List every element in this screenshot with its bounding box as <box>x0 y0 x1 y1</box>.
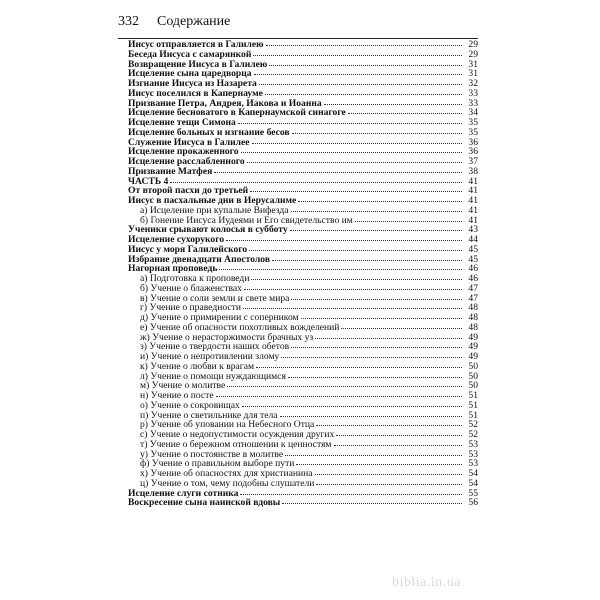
dot-leader <box>292 133 462 134</box>
toc-entry-page: 29 <box>468 48 478 60</box>
dot-leader <box>296 464 462 465</box>
toc-entry <box>128 167 478 177</box>
dot-leader <box>240 494 462 495</box>
dot-leader <box>250 191 462 192</box>
toc-entry-page: 36 <box>468 146 478 158</box>
toc-entry-title: б) Учение о блаженствах <box>140 282 242 294</box>
toc-entry-title: Воскресение сына наинской вдовы <box>128 497 281 509</box>
dot-leader <box>256 367 462 368</box>
toc-entry-page: 56 <box>468 497 478 509</box>
toc-entry-title: Изгнание Иисуса из Назарета <box>128 78 257 89</box>
toc-entry-title: б) Гонение Иисуса Иудеями и Его свидетельство им <box>140 214 353 226</box>
toc-entry-title: ф) Учение о правильном выборе пути <box>140 458 295 470</box>
toc-entry-title: Исцеление тещи Симона <box>128 117 236 128</box>
page-number: 332 <box>118 14 139 29</box>
dot-leader <box>334 445 462 446</box>
toc-entry-title: Нагорная проповедь <box>128 263 218 275</box>
toc-entry-title: ж) Учение о нерасторжимости брачных уз <box>140 331 314 343</box>
toc-entry-page: 48 <box>468 312 478 323</box>
toc-entry-title: м) Учение о молитве <box>140 380 226 392</box>
toc-entry-title: Исцеление сухорукого <box>128 234 225 245</box>
toc-entry-title: Иисус поселился в Капернауме <box>128 87 263 99</box>
dot-leader <box>214 172 462 173</box>
toc-entry-page: 41 <box>468 175 478 187</box>
dot-leader <box>241 152 462 153</box>
toc-entry-page: 50 <box>468 380 478 392</box>
toc-entry-page: 36 <box>468 136 478 148</box>
dot-leader <box>227 386 462 387</box>
toc-entry-title: Исцеление больных и изгнание бесов <box>128 126 290 138</box>
watermark: biblia.in.ua <box>392 575 461 590</box>
dot-leader <box>252 143 462 144</box>
toc-entry-title: Исцеление сына царедворца <box>128 68 252 80</box>
toc-entry-title: л) Учение о помощи нуждающимся <box>140 370 286 382</box>
running-header <box>118 14 478 36</box>
toc-entry-title: Иисус отправляется в Галилею <box>128 39 264 50</box>
dot-leader <box>315 474 462 475</box>
toc-entry-page: 48 <box>468 321 478 333</box>
toc-entry-title: у) Учение о постоянстве в молитве <box>140 448 284 460</box>
toc-entry-page: 34 <box>468 107 478 119</box>
dot-leader <box>265 94 462 95</box>
toc-entry-page: 43 <box>468 224 478 236</box>
toc-entry-title: Исцеление слуги сотника <box>128 487 239 499</box>
dot-leader <box>254 74 462 75</box>
toc-entry-page: 33 <box>468 87 478 99</box>
toc-entry-title: з) Учение о твердости наших обетов <box>140 341 290 353</box>
toc-entry-title: От второй пасхи до третьей <box>128 185 249 197</box>
toc-entry-page: 45 <box>468 243 478 255</box>
dot-leader <box>249 250 462 251</box>
dot-leader <box>285 455 462 456</box>
toc-entry-title: Служение Иисуса в Галилее <box>128 136 250 148</box>
dot-leader <box>280 416 462 417</box>
dot-leader <box>226 240 462 241</box>
toc-entry-page: 51 <box>468 399 478 411</box>
dot-leader <box>170 182 462 183</box>
toc-entry-title: с) Учение о недопустимости осуждения других <box>140 429 335 440</box>
dot-leader <box>298 201 462 202</box>
toc-entry-page: 52 <box>468 429 478 440</box>
toc-entry-title: Иисус в пасхальные дни в Иерусалиме <box>128 195 297 206</box>
toc-entry-page: 53 <box>468 458 478 470</box>
dot-leader <box>247 162 462 163</box>
toc-entry-page: 31 <box>468 68 478 80</box>
toc-entry-title: Иисус у моря Галилейского <box>128 243 248 255</box>
dot-leader <box>341 328 462 329</box>
dot-leader <box>315 338 462 339</box>
toc-entry-title: а) Подготовка к проповеди <box>140 273 250 284</box>
toc-entry-page: 50 <box>468 360 478 372</box>
toc-entry-page: 51 <box>468 390 478 401</box>
toc-entry-title: а) Исцеление при купальне Вифезда <box>140 204 289 216</box>
toc-entry-page: 49 <box>468 331 478 343</box>
toc-entry-page: 35 <box>468 117 478 128</box>
toc-entry-page: 37 <box>468 156 478 167</box>
toc-entry-title: Исцеление прокаженного <box>128 146 239 158</box>
toc-entry-page: 38 <box>468 165 478 177</box>
toc-entry-page: 49 <box>468 341 478 353</box>
dot-leader <box>316 425 462 426</box>
dot-leader <box>288 377 462 378</box>
toc-entry-title: Избрание двенадцати Апостолов <box>128 253 271 265</box>
toc-entry-title: о) Учение о сокровищах <box>140 399 240 411</box>
toc-entry-page: 41 <box>468 195 478 206</box>
toc-entry-page: 41 <box>468 214 478 226</box>
dot-leader <box>290 230 462 231</box>
toc-entry-title: е) Учение об опасности похотливых вожделений <box>140 321 340 333</box>
toc-entry-page: 48 <box>468 302 478 314</box>
dot-leader <box>336 435 462 436</box>
book-page <box>108 0 478 600</box>
dot-leader <box>281 357 462 358</box>
dot-leader <box>244 289 462 290</box>
dot-leader <box>291 299 462 300</box>
toc-entry-page: 51 <box>468 409 478 421</box>
toc-entry-page: 54 <box>468 477 478 489</box>
toc-entry-page: 33 <box>468 97 478 109</box>
toc-entry-page: 32 <box>468 78 478 89</box>
running-title: Содержание <box>157 14 231 29</box>
table-of-contents <box>128 40 478 508</box>
toc-entry-page: 50 <box>468 370 478 382</box>
toc-entry-title: п) Учение о светильнике для тела <box>140 409 278 421</box>
toc-entry-title: Призвание Матфея <box>128 165 213 177</box>
toc-entry-page: 31 <box>468 58 478 70</box>
toc-entry-page: 53 <box>468 438 478 450</box>
toc-entry-page: 54 <box>468 468 478 479</box>
dot-leader <box>259 84 462 85</box>
toc-entry-page: 35 <box>468 126 478 138</box>
toc-entry-page: 29 <box>468 39 478 50</box>
toc-entry-page: 49 <box>468 351 478 362</box>
dot-leader <box>269 65 462 66</box>
dot-leader <box>251 279 462 280</box>
toc-entry-title: Исцеление бесноватого в Капернаумской синагоге <box>128 107 346 119</box>
toc-entry-page: 47 <box>468 292 478 304</box>
toc-entry-page: 47 <box>468 282 478 294</box>
toc-entry-title: Исцеление расслабленного <box>128 156 245 167</box>
toc-entry-title: Беседа Иисуса с самарянкой <box>128 48 252 60</box>
dot-leader <box>243 308 462 309</box>
toc-entry-title: ЧАСТЬ 4 <box>128 175 169 187</box>
toc-entry-title: Ученики срывают колосья в субботу <box>128 224 288 236</box>
toc-entry-title: в) Учение о соли земли и свете мира <box>140 292 290 304</box>
toc-entry-page: 53 <box>468 448 478 460</box>
toc-entry-page: 52 <box>468 419 478 431</box>
dot-leader <box>316 484 462 485</box>
toc-entry-page: 46 <box>468 273 478 284</box>
toc-entry-page: 45 <box>468 253 478 265</box>
dot-leader <box>272 260 462 261</box>
toc-entry-page: 41 <box>468 204 478 216</box>
dot-leader <box>348 113 462 114</box>
dot-leader <box>242 406 462 407</box>
toc-entry-title: ц) Учение о том, чему подобны слушатели <box>140 477 315 489</box>
dot-leader <box>291 347 462 348</box>
toc-entry-page: 46 <box>468 263 478 275</box>
toc-entry <box>128 498 478 508</box>
toc-entry-title: т) Учение о бережном отношении к ценностям <box>140 438 332 450</box>
dot-leader <box>253 55 462 56</box>
toc-entry-title: н) Учение о посте <box>140 390 214 401</box>
dot-leader <box>301 318 462 319</box>
dot-leader <box>219 269 462 270</box>
dot-leader <box>238 123 462 124</box>
toc-entry-title: к) Учение о любви к врагам <box>140 360 255 372</box>
toc-entry-title: д) Учение о примирении с соперником <box>140 312 299 323</box>
toc-entry-title: г) Учение о праведности <box>140 302 241 314</box>
toc-entry-title: и) Учение о непротивлении злому <box>140 351 280 362</box>
toc-entry-page: 44 <box>468 234 478 245</box>
toc-entry-title: Возвращение Иисуса в Галилею <box>128 58 268 70</box>
toc-entry-title: х) Учение об опасностях для христианина <box>140 468 313 479</box>
toc-entry-title: р) Учение об уповании на Небесного Отца <box>140 419 315 431</box>
dot-leader <box>266 45 463 46</box>
dot-leader <box>291 211 463 212</box>
dot-leader <box>324 104 462 105</box>
dot-leader <box>282 503 462 504</box>
toc-entry-page: 41 <box>468 185 478 197</box>
dot-leader <box>216 396 462 397</box>
toc-entry-title: Призвание Петра, Андрея, Иакова и Иоанна <box>128 97 322 109</box>
dot-leader <box>355 221 462 222</box>
toc-entry-page: 55 <box>468 487 478 499</box>
